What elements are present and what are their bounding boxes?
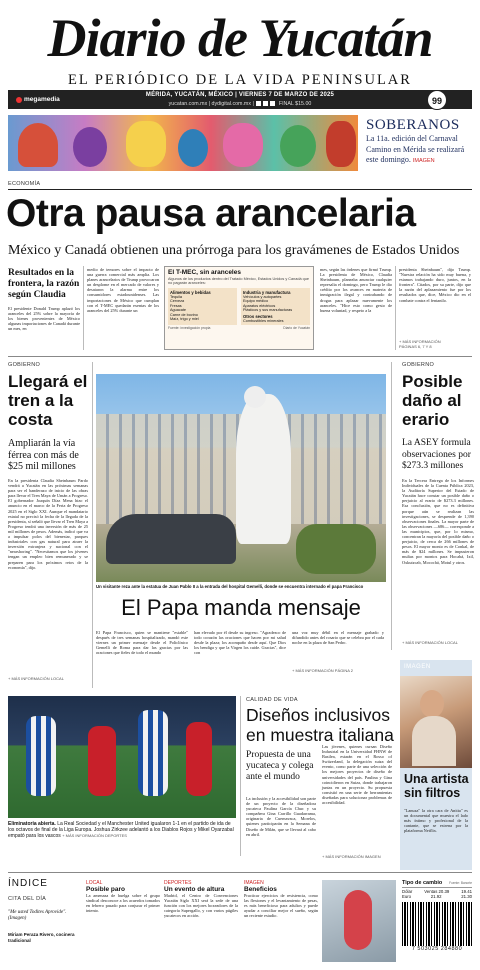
left-headline[interactable]: Llegará el tren a la costa — [8, 372, 88, 429]
pope-headline[interactable]: El Papa manda mensaje — [121, 595, 361, 620]
pope-col2: han elevado por él desde su ingreso. "Agradezco de todo corazón las oraciones que hacen por mi salud desde la plaza; los acompaño desde aquí. Que Dios los bendiga y que la Virgen los cuide. Gracias", dice con — [194, 630, 286, 656]
right-headline[interactable]: Posible daño al erario — [402, 372, 463, 429]
fx-source: Fuente: Banorte — [449, 881, 472, 885]
food-item: Fresas — [170, 303, 182, 308]
dateline: MÉRIDA, YUCATÁN, MÉXICO | VIERNES 7 DE MARZO DE 2025 — [145, 91, 335, 98]
lead-section: ECONOMÍA — [8, 181, 41, 187]
tmec-box-title: El T-MEC, sin aranceles — [168, 269, 241, 276]
promo-strip[interactable] — [8, 115, 472, 171]
masthead-title[interactable]: Diario de Yucatán — [47, 8, 433, 68]
lead-headline[interactable]: Otra pausa arancelaria — [6, 192, 416, 235]
pope-col3: una voz muy débil en el mensaje grabado y difundido antes del rosario que se celebra por el cada noche en la plaza de San Pedro. — [292, 630, 384, 646]
websites-row — [120, 101, 360, 107]
italy-col1: La inclusión y la accesibilidad son parte de un proyecto de la diseñadora yucateca Paulina García Chuc y su compañera Gina Carrillo Guadarrama, originaria de Cuernavaca, Morelos, quienes participarán en la Semana de Diseño de Milán, que se llevará al cabo en abril. — [246, 796, 316, 837]
masthead — [0, 0, 480, 112]
exchange-rate-box — [402, 880, 472, 952]
price: FINAL $15.00 — [278, 100, 312, 107]
sidebar-label: IMAGEN — [404, 664, 431, 670]
lead-col5: presidenta Sheinbaum", dijo Trump. "Nuestra relación ha sido muy buena, y estamos trabajando duro, juntos, en la frontera". Citados, por su parte, dijo que la razón del aplazamiento fue por los resultados que, dice, México dio en el combate contra el fentanilo. — [399, 267, 471, 303]
italy-col2: Las jóvenes, quienes cursan Diseño Industrial en la Universidad FHNW de Basilea, estarán en el Rosso of Switzerland, la delegación suiza del evento, como parte de una selección de los mejores proyectos de diseño de universidades del país. Paulina y Gina coincidieron en Suiza, donde trabajaron juntas en un proyecto. Su propuesta consistió en una serie de herramientas diseñadas para solucionar problemas de accesibilidad. — [322, 744, 392, 806]
lead-col4: mes, según las órdenes que firmó Trump. La presidenta de México, Claudia Sheinbaum, planeaba anunciar cualquier represalia el domingo, pero Trump le dio crédito por los avances en materia de inmigración ilegal y contrabando de drogas para aplazar nuevamente los aranceles. "Hice esto como gesto de buena voluntad, y respeto a la — [320, 267, 392, 313]
tmec-credit: Diario de Yucatán — [283, 326, 310, 331]
index-item[interactable]: LOCAL Posible paro La amenaza de huelga sobre el grupo sindical desconoce a los acuerdos tomados en febrero pasado para conjurar el primer intento. — [86, 880, 160, 914]
right-text: En la Tercera Entrega de los Informes Individuales de la Cuenta Pública 2023, la Auditoría Superior del Estado de Yucatán hace constar un posible daño o perjuicio al erario de $273.3 millones. Esa conclusión, que no es definitiva porque aún se realizan las investigaciones, se desprende de 1,390 observaciones finales. La mayor parte de las observaciones —686— corresponde a las municipios, que, por lo mismo, concentran la mayoría del posible daño o perjuicio, de cerca de 266 millones de pesos. El mayor monto es de Conkal, de más de $24 millones. Se impusieron multas por montos para Hocabá, Ixil, Oxkutzcab, Mocochá, Motul y otros. — [402, 478, 474, 565]
pope-photo[interactable] — [96, 374, 386, 582]
megamedia-logo[interactable]: megamedia — [16, 94, 60, 105]
industry-item: Combustibles minerales — [243, 318, 284, 323]
left-section: GOBIERNO — [8, 362, 41, 368]
fx-title: Tipo de cambio — [402, 880, 443, 886]
lead-side-text: El presidente Donald Trump aplazó los aranceles del 25% sobre la mayoría de los bienes provenientes de México algunas importaciones de Canadá durante un mes, en — [8, 306, 80, 332]
industry-item: Aparatos eléctricos — [243, 303, 276, 308]
fx-row: Euro 21.92 21.30 — [402, 894, 472, 899]
food-item: Cerveza — [170, 299, 185, 304]
quote-text: "Me usted Todites Aprovide". (Imagen) — [8, 910, 67, 921]
promo-label[interactable]: IMAGEN — [412, 158, 435, 164]
sidebar-text: "Lanuza" la otra cara de Anitta" es un documental que muestra el lado más íntimo y profesional de la cantante, que se estrena por la plataforma Netflix. — [404, 808, 468, 834]
quote-label: CITA DEL DÍA — [8, 896, 47, 902]
edition-badge: 99 — [427, 90, 447, 110]
left-deck: Ampliarán la vía férrea con más de $25 mil millones — [8, 438, 79, 472]
barcode-number: 7 503025 284880 — [411, 946, 463, 952]
index-item[interactable]: IMAGEN Beneficios Practicar ejercicios de resistencia, como las flexiones y el levantamiento de pesas, es más beneficioso para adultos y puede ayudar a conciliar mejor el sueño, según un reciente estudio. — [244, 880, 318, 919]
fx-row: Dólar Ventas 20.39 19.41 — [402, 889, 472, 894]
italy-section: CALIDAD DE VIDA — [246, 697, 298, 703]
pope-photo-caption: Un visitante reza ante la estatua de Juan Pablo II a la entrada del hospital Gemelli, donde se encuentra internado el papa Francisco — [96, 584, 364, 589]
food-item: Carne de bovino — [170, 312, 198, 317]
sidebar-headline[interactable]: Una artista sin filtros — [404, 772, 469, 800]
sidebar-box[interactable] — [400, 660, 472, 870]
megamedia-icon — [16, 97, 22, 103]
soccer-caption: Eliminatoria abierta. La Real Sociedad y el Manchester United igualaron 1-1 en el partido de ida de los octavos de final de la Liga Europa. Joshua Zirkzee adelantó a los Diablos Rojos y Mikel Oyarzabal empató para los vascos + MÁS INFORMACIÓN DEPORTES — [8, 821, 234, 839]
right-section: GOBIERNO — [402, 362, 435, 368]
tmec-source: Fuente: investigación propia — [168, 326, 211, 331]
lead-deck: México y Canadá obtienen una prórroga para los gravámenes de Estados Unidos — [8, 243, 460, 258]
sidebar-photo[interactable] — [400, 676, 472, 768]
promo-text: La 11a. edición del Carnaval Camino en Mérida se realizará este domingo. IMAGEN — [366, 134, 465, 164]
lead-more-link[interactable]: + MÁS INFORMACIÓN PÁGINAS 6, 7 Y 8 — [399, 339, 441, 349]
masthead-subtitle: EL PERIÓDICO DE LA VIDA PENINSULAR — [68, 72, 412, 88]
websites[interactable]: yucatan.com.mx | dydigital.com.mx | — [168, 100, 254, 107]
food-item: Maíz, trigo y miel — [170, 317, 199, 322]
pope-col1: El Papa Francisco, quien se mantiene "estable" después de tres semanas hospitalizado, mandó este viernes un primer mensaje desde el Policlínico Gemelli de Roma para dar las gracias por las oraciones que fieles de todo el mundo — [96, 630, 188, 656]
index-title: ÍNDICE — [8, 878, 48, 889]
soccer-more-link[interactable]: + MÁS INFORMACIÓN DEPORTES — [62, 833, 127, 838]
barcode — [402, 902, 472, 946]
food-item: Aguacate — [170, 308, 187, 313]
tmec-col-industry: Industria y manufactura Vehículos y autopartes Equipo médico Aparatos eléctricos Plásticos y sus manufacturas Otros sectores Combustibles minerales — [241, 288, 310, 326]
carnival-image[interactable] — [8, 115, 358, 171]
right-deck: La ASEY formula observaciones por $273.3 millones — [402, 438, 471, 471]
italy-headline[interactable]: Diseños inclusivos en muestra italiana — [246, 705, 394, 745]
tmec-col-food: Alimentos y bebidas Tequila Cerveza Fresas Aguacate Carne de bovino Maíz, trigo y miel — [168, 288, 237, 326]
tmec-box-intro: Algunos de los productos dentro del Tratado México, Estados Unidos y Canadá que no pagarán aranceles: — [168, 277, 309, 286]
industry-item: Equipo médico — [243, 299, 269, 304]
index-item[interactable]: DEPORTES Un evento de altura Madrid, el Centro de Convenciones Yucatán Siglo XXI será la sede de una función con los mejores boxeadores de la categoría Supergallo, y con varios púgiles yucatecos en acción. — [164, 880, 238, 919]
italy-deck: Propuesta de una yucateca y colega ante el mundo — [246, 750, 314, 782]
left-more-link[interactable]: + MÁS INFORMACIÓN LOCAL — [8, 676, 64, 681]
promo-title[interactable]: SOBERANOS — [366, 117, 460, 133]
industry-item: Plásticos y sus manufacturas — [243, 308, 293, 313]
food-item: Tequila — [170, 294, 183, 299]
left-text: En la presidenta Claudia Sheinbaum Pardo vendrá a Yucatán en las próximas semanas para ser el banderazo de inicio de las obras para llevar el Tren Maya de Umán a Progreso. El gobernador Joaquín Díaz Mena hizo el anuncio en el marco de la Feria de Progreso 2025 en el Siglo XXI. Aunque el mandatario estatal no precisó la fecha de la llegada de la presidenta, sí señaló que llevar el Tren Maya a Progreso tendrá una inversión de más de 25 mil millones de pesos. Además, indicó que va a impulsar polos del bienestar, parques industriales con gas natural para atraer la inversión extranjera y nacional con el "nearshoring". "Necesitamos que los jóvenes tengan un empleo bien remunerado y se preparen para los próximos retos de la economía", dijo. — [8, 478, 88, 570]
right-more-link[interactable]: + MÁS INFORMACIÓN LOCAL — [402, 640, 458, 645]
italy-more-link[interactable]: + MÁS INFORMACIÓN IMAGEN — [322, 854, 381, 859]
lead-side-headline[interactable]: Resultados en la frontera, la razón según Claudia — [8, 268, 80, 300]
instagram-icon[interactable] — [270, 101, 275, 106]
quote-author: Miriam Peraza Rivero, cocinera tradicional — [8, 932, 75, 943]
x-icon[interactable] — [263, 101, 268, 106]
facebook-icon[interactable] — [256, 101, 261, 106]
tmec-box — [164, 266, 314, 350]
soccer-photo[interactable] — [8, 696, 236, 818]
pope-more-link[interactable]: + MÁS INFORMACIÓN PÁGINA 2 — [292, 668, 354, 673]
index-thumbnail[interactable] — [322, 880, 396, 962]
lead-col2: medio de temores sobre el impacto de una guerra comercial más amplia. Los planes arancelarios de Trump provocaron un desplome en el mercado de valores y desataron la alarma entre los consumidores estadounidenses. Las importaciones de México que cumplan con el T-MEC quedarán exentas de los aranceles del 25% durante un — [87, 267, 159, 313]
industry-item: Vehículos y autopartes — [243, 294, 282, 299]
